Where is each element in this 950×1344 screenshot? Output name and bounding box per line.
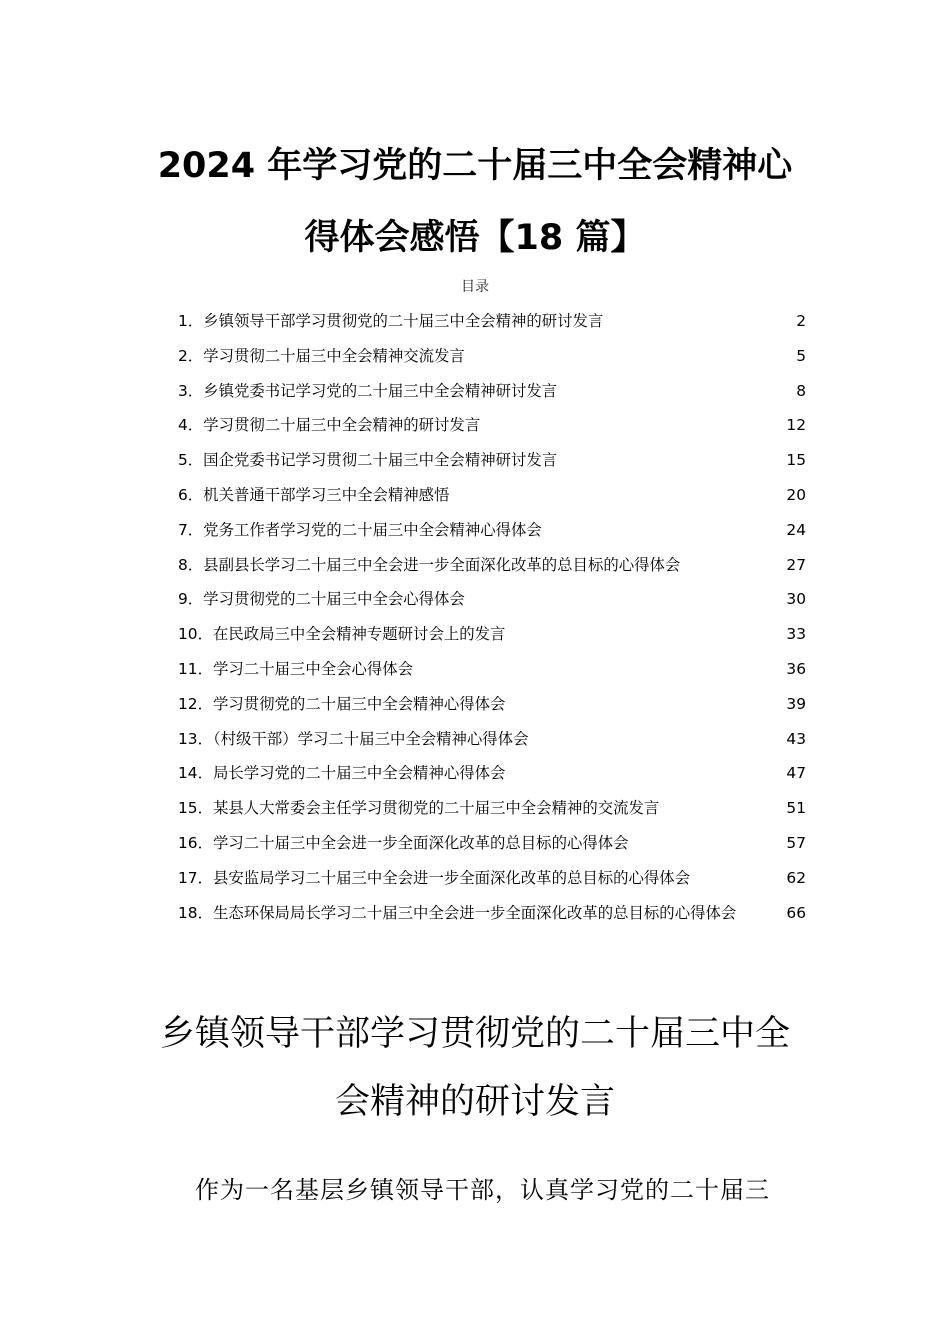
toc-entry-title: 18．生态环保局局长学习二十届三中全会进一步全面深化改革的总目标的心得体会	[178, 903, 737, 922]
table-of-contents	[178, 310, 806, 936]
toc-entry-title: 12．学习贯彻党的二十届三中全会精神心得体会	[178, 694, 506, 713]
toc-entry[interactable]	[178, 519, 806, 554]
toc-entry-page-number: 36	[786, 659, 806, 678]
toc-entry-page-number: 24	[786, 520, 806, 539]
section-title-line-2: 会精神的研讨发言	[334, 1082, 615, 1122]
toc-entry-title: 13．（村级干部）学习二十届三中全会精神心得体会	[178, 729, 529, 748]
toc-entry[interactable]	[178, 310, 806, 345]
toc-entry[interactable]	[178, 762, 806, 797]
toc-entry[interactable]	[178, 832, 806, 867]
toc-entry-page-number: 20	[786, 485, 806, 504]
toc-entry[interactable]	[178, 380, 806, 415]
toc-heading: 目录	[461, 279, 489, 295]
document-title-line-2: 得体会感悟【18 篇】	[304, 218, 646, 258]
toc-entry-title: 9．学习贯彻党的二十届三中全会心得体会	[178, 590, 465, 609]
toc-entry[interactable]	[178, 554, 806, 589]
toc-entry-title: 7．党务工作者学习党的二十届三中全会精神心得体会	[178, 520, 542, 539]
toc-entry-page-number: 5	[796, 346, 806, 365]
toc-entry[interactable]	[178, 484, 806, 519]
toc-entry-page-number: 2	[796, 312, 806, 330]
toc-entry[interactable]	[178, 728, 806, 763]
toc-entry[interactable]	[178, 693, 806, 728]
toc-entry-page-number: 30	[786, 590, 806, 609]
toc-entry-title: 17．县安监局学习二十届三中全会进一步全面深化改革的总目标的心得体会	[178, 868, 691, 887]
toc-entry-page-number: 43	[786, 729, 806, 748]
toc-entry-title: 15．某县人大常委会主任学习贯彻党的二十届三中全会精神的交流发言	[178, 799, 660, 818]
toc-entry[interactable]	[178, 345, 806, 380]
toc-entry-page-number: 27	[786, 555, 806, 574]
toc-entry-page-number: 51	[786, 799, 806, 818]
body-paragraph: 作为一名基层乡镇领导干部，认真学习党的二十届三	[195, 1176, 770, 1204]
toc-entry-title: 16．学习二十届三中全会进一步全面深化改革的总目标的心得体会	[178, 833, 629, 852]
toc-entry-page-number: 57	[786, 833, 806, 852]
toc-entry-page-number: 15	[786, 451, 806, 470]
toc-entry-title: 3．乡镇党委书记学习党的二十届三中全会精神研讨发言	[178, 381, 558, 400]
toc-entry[interactable]	[178, 658, 806, 693]
toc-entry-page-number: 33	[786, 625, 806, 644]
toc-entry-page-number: 47	[786, 764, 806, 783]
toc-entry-title: 10．在民政局三中全会精神专题研讨会上的发言	[178, 625, 506, 644]
toc-entry[interactable]	[178, 902, 806, 937]
toc-entry-title: 8．县副县长学习二十届三中全会进一步全面深化改革的总目标的心得体会	[178, 555, 681, 574]
toc-entry-page-number: 39	[786, 694, 806, 713]
toc-entry[interactable]	[178, 867, 806, 902]
toc-entry-page-number: 8	[796, 381, 806, 400]
toc-entry-title: 1．乡镇领导干部学习贯彻党的二十届三中全会精神的研讨发言	[178, 312, 604, 330]
section-title-line-1: 乡镇领导干部学习贯彻党的二十届三中全	[159, 1014, 790, 1054]
toc-entry-page-number: 12	[786, 416, 806, 435]
toc-entry-page-number: 62	[786, 868, 806, 887]
toc-entry[interactable]	[178, 449, 806, 484]
toc-entry-title: 11．学习二十届三中全会心得体会	[178, 659, 414, 678]
toc-entry-title: 6．机关普通干部学习三中全会精神感悟	[178, 485, 450, 504]
toc-entry-title: 2．学习贯彻二十届三中全会精神交流发言	[178, 346, 465, 365]
document-title-line-1: 2024 年学习党的二十届三中全会精神心	[157, 146, 793, 186]
toc-entry[interactable]	[178, 623, 806, 658]
toc-entry-title: 14．局长学习党的二十届三中全会精神心得体会	[178, 764, 506, 783]
toc-entry[interactable]	[178, 414, 806, 449]
toc-entry[interactable]	[178, 797, 806, 832]
toc-entry[interactable]	[178, 588, 806, 623]
toc-entry-title: 5．国企党委书记学习贯彻二十届三中全会精神研讨发言	[178, 451, 558, 470]
toc-entry-title: 4．学习贯彻二十届三中全会精神的研讨发言	[178, 416, 481, 435]
toc-entry-page-number: 66	[786, 903, 806, 922]
